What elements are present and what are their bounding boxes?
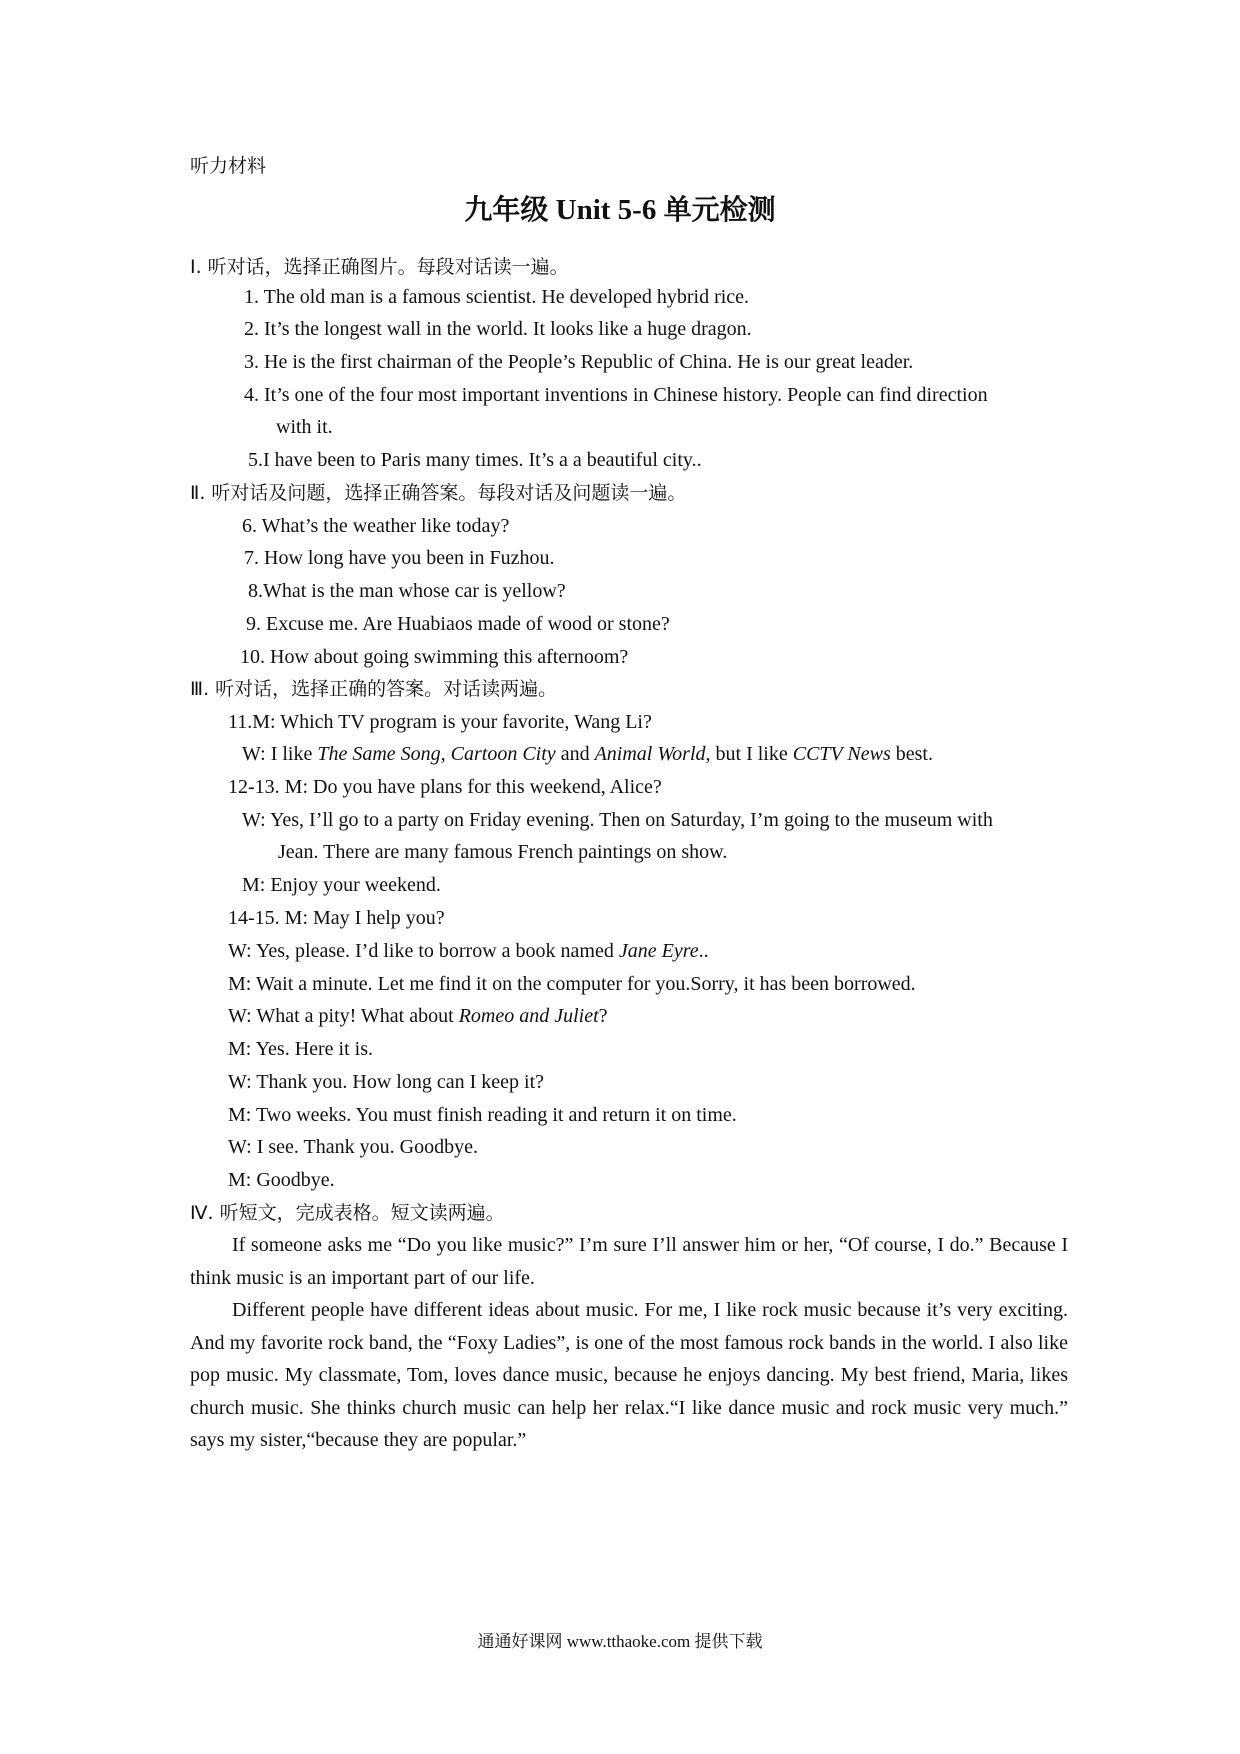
title-grade: 九年级: [464, 193, 549, 226]
header-label: 听力材料: [190, 155, 267, 177]
page-title: [0, 190, 1240, 230]
question-4-cont: with it.: [276, 416, 333, 438]
dialogue-11-m: 11.M: Which TV program is your favorite, Wang Li?: [228, 711, 652, 733]
question-2: 2. It’s the longest wall in the world. It looks like a huge dragon.: [244, 318, 752, 340]
dialogue-14-w: W: Yes, please. I’d like to borrow a book named Jane Eyre..: [228, 940, 709, 962]
dialogue-14-w4: W: I see. Thank you. Goodbye.: [228, 1136, 478, 1158]
dialogue-14-m4: M: Two weeks. You must finish reading it and return it on time.: [228, 1104, 737, 1126]
dialogue-12-m: 12-13. M: Do you have plans for this weekend, Alice?: [228, 776, 662, 798]
question-5: 5.I have been to Paris many times. It’s a a beautiful city..: [248, 449, 702, 471]
question-6: 6. What’s the weather like today?: [242, 515, 510, 537]
question-9: 9. Excuse me. Are Huabiaos made of wood or stone?: [246, 613, 670, 635]
question-10: 10. How about going swimming this afternoom?: [240, 646, 629, 668]
question-1: 1. The old man is a famous scientist. He developed hybrid rice.: [244, 286, 750, 308]
passage-paragraph-1: If someone asks me “Do you like music?” I’m sure I’ll answer him or her, “Of course, I do.” Because I think music is an important part of our life.: [190, 1234, 1068, 1289]
dialogue-14-m3: M: Yes. Here it is.: [228, 1038, 374, 1060]
section-1-heading: Ⅰ. 听对话，选择正确图片。每段对话读一遍。: [190, 256, 569, 278]
dialogue-14-w2: W: What a pity! What about Romeo and Juliet?: [228, 1005, 608, 1027]
dialogue-11-w: W: I like The Same Song, Cartoon City and Animal World, but I like CCTV News best.: [242, 743, 933, 765]
footer-url: www.tthaoke.com: [562, 1632, 695, 1651]
section-3-heading: Ⅲ. 听对话，选择正确的答案。对话读两遍。: [190, 678, 558, 700]
question-3: 3. He is the first chairman of the People’s Republic of China. He is our great leader.: [244, 351, 914, 373]
section-2-heading: Ⅱ. 听对话及问题，选择正确答案。每段对话及问题读一遍。: [190, 482, 687, 504]
page-footer: [0, 1630, 1240, 1654]
title-test: 单元检测: [663, 193, 776, 226]
dialogue-14-m2: M: Wait a minute. Let me find it on the computer for you.Sorry, it has been borrowed.: [228, 973, 916, 995]
dialogue-12-w2: Jean. There are many famous French paintings on show.: [278, 841, 728, 863]
dialogue-12-m2: M: Enjoy your weekend.: [242, 874, 441, 896]
question-7: 7. How long have you been in Fuzhou.: [244, 547, 555, 569]
title-unit: Unit 5-6: [548, 194, 664, 226]
footer-site-name: 通通好课网: [477, 1632, 563, 1652]
footer-download: 提供下载: [694, 1632, 763, 1652]
dialogue-12-w1: W: Yes, I’ll go to a party on Friday evening. Then on Saturday, I’m going to the museum with: [242, 809, 993, 831]
dialogue-14-w3: W: Thank you. How long can I keep it?: [228, 1071, 545, 1093]
passage-paragraph-2: Different people have different ideas about music. For me, I like rock music because it’s very exciting. And my favorite rock band, the “Foxy Ladies”, is one of the most famous rock bands in the world. I also like pop music. My classmate, Tom, loves dance music, because he enjoys dancing. My best friend, Maria, likes church music. She thinks church music can help her relax.“I like dance music and rock music very much.” says my sister,“because they are popular.”: [190, 1299, 1068, 1451]
section-4-heading: Ⅳ. 听短文，完成表格。短文读两遍。: [190, 1202, 505, 1224]
question-4: 4. It’s one of the four most important inventions in Chinese history. People can find direction: [244, 384, 988, 406]
question-8: 8.What is the man whose car is yellow?: [248, 580, 566, 602]
dialogue-14-m5: M: Goodbye.: [228, 1169, 335, 1191]
dialogue-14-m: 14-15. M: May I help you?: [228, 907, 445, 929]
